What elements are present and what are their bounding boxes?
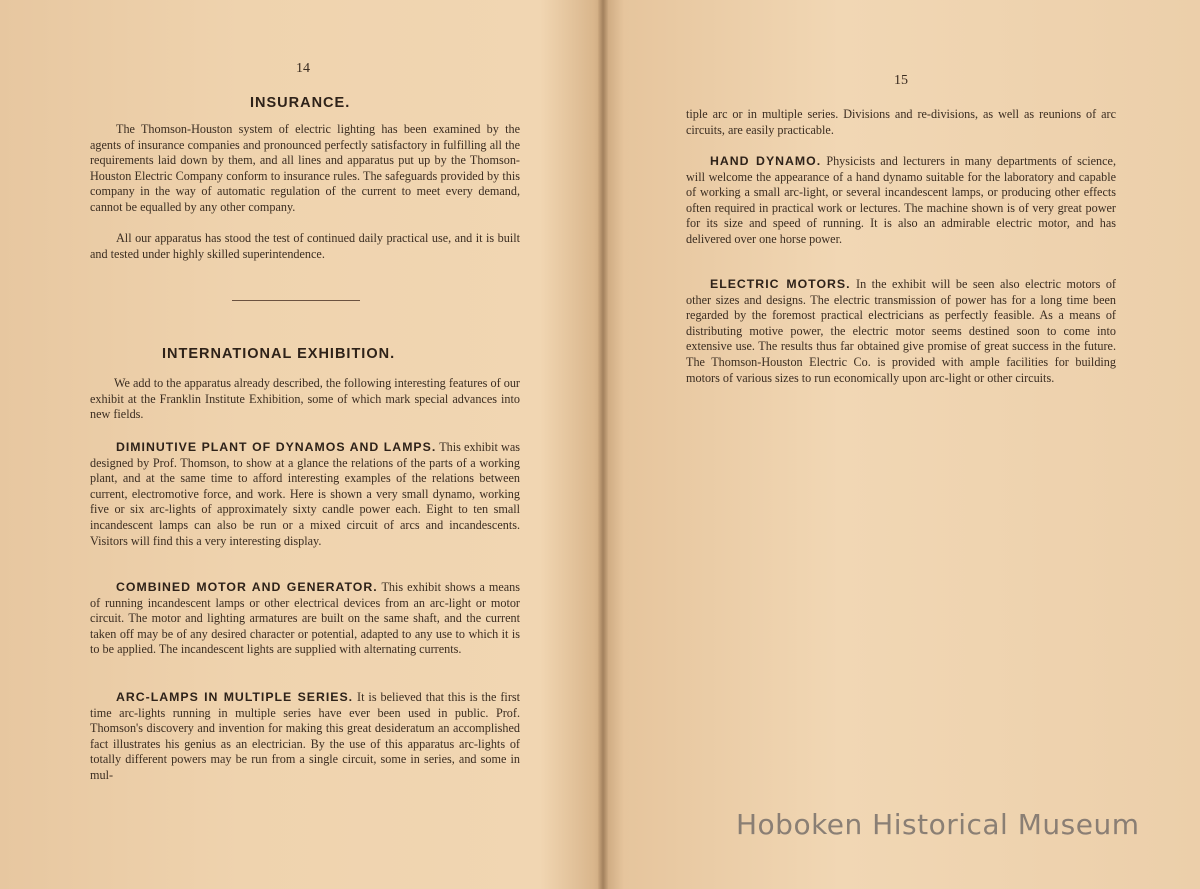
- section-title: ARC-LAMPS IN MULTIPLE SERIES.: [116, 690, 354, 704]
- insurance-paragraph-1: The Thomson-Houston system of electric lighting has been examined by the agents of insurance companies and pronounced perfectly satisfactory in fulfilling all the requirements laid down by them, and all lines and apparatus put up by the Thomson-Houston Electric Company conform to insurance rules. The safeguards provided by this company in the way of automatic regulation of the current to meet every demand, cannot be equalled by any other company.: [90, 122, 520, 214]
- page-number-right: 15: [894, 73, 908, 88]
- section-diminutive-plant: [90, 440, 520, 549]
- right-page: [606, 0, 1200, 889]
- page-number-left: 14: [296, 61, 310, 76]
- insurance-paragraph-2: All our apparatus has stood the test of continued daily practical use, and it is built and tested under highly skilled superintendence.: [90, 231, 520, 261]
- section-electric-motors: [686, 277, 1116, 386]
- exhibition-heading: INTERNATIONAL EXHIBITION.: [162, 346, 396, 362]
- section-body: Physicists and lecturers in many departments of science, will welcome the appearance of a hand dynamo suitable for the laboratory and capable of working a small arc-light, or several incandescent lamps, or producing other effects often required in practical work or lectures. The machine shown is of very great power for its size and speed of running. It is also an admirable electric motor, and has delivered over one horse power.: [686, 154, 1116, 246]
- section-title: HAND DYNAMO.: [710, 154, 822, 168]
- section-body: It is believed that this is the first time arc-lights running in multiple series have ever been used in public. Prof. Thomson's discovery and invention for making this great desideratum an accomplished fact illustrates his genius as an electrician. By the use of this apparatus arc-lights of totally different powers may be run from a single circuit, some in series, and some in mul-: [90, 690, 521, 782]
- section-arc-lamps: [90, 690, 520, 784]
- insurance-heading: INSURANCE.: [250, 95, 351, 111]
- section-title: ELECTRIC MOTORS.: [710, 277, 851, 291]
- exhibition-intro: We add to the apparatus already described, the following interesting features of our exhibit at the Franklin Institute Exhibition, some of which mark special advances into new fields.: [90, 376, 520, 422]
- continuation-paragraph: tiple arc or in multiple series. Divisions and re-divisions, as well as reunions of arc circuits, are easily practicable.: [686, 107, 1116, 137]
- section-title: DIMINUTIVE PLANT OF DYNAMOS AND LAMPS.: [116, 440, 437, 454]
- section-hand-dynamo: [686, 154, 1116, 248]
- museum-watermark: Hoboken Historical Museum: [736, 808, 1140, 841]
- section-body: This exhibit was designed by Prof. Thomson, to show at a glance the relations of the parts of a working plant, and at the same time to afford interesting examples of the relations between current, electromotive force, and work. Here is shown a very small dynamo, working five or six arc-lights of approximately sixty candle power each. Eight to ten small incandescent lamps can also be run or a mixed circuit of arcs and incandescents. Visitors will find this a very interesting display.: [90, 440, 521, 548]
- section-body: This exhibit shows a means of running incandescent lamps or other electrical devices from an arc-light or motor circuit. The motor and lighting armatures are built on the same shaft, and the current taken off may be of any desired character or potential, adapted to any use to which it is to be applied. The incandescent lights are supplied with alternating currents.: [90, 580, 521, 657]
- section-body: In the exhibit will be seen also electric motors of other sizes and designs. The electric transmission of power has for a long time been regarded by the foremost practical electricians as perfectly feasible. As a means of distributing motive power, the electric motor seems destined soon to come into extensive use. The results thus far obtained give promise of great success in the future. The Thomson-Houston Electric Co. is provided with ample facilities for building motors of various sizes to run economically upon arc-light or other circuits.: [686, 277, 1116, 385]
- section-title: COMBINED MOTOR AND GENERATOR.: [116, 580, 378, 594]
- section-divider: [232, 300, 360, 301]
- section-combined-motor: [90, 580, 520, 658]
